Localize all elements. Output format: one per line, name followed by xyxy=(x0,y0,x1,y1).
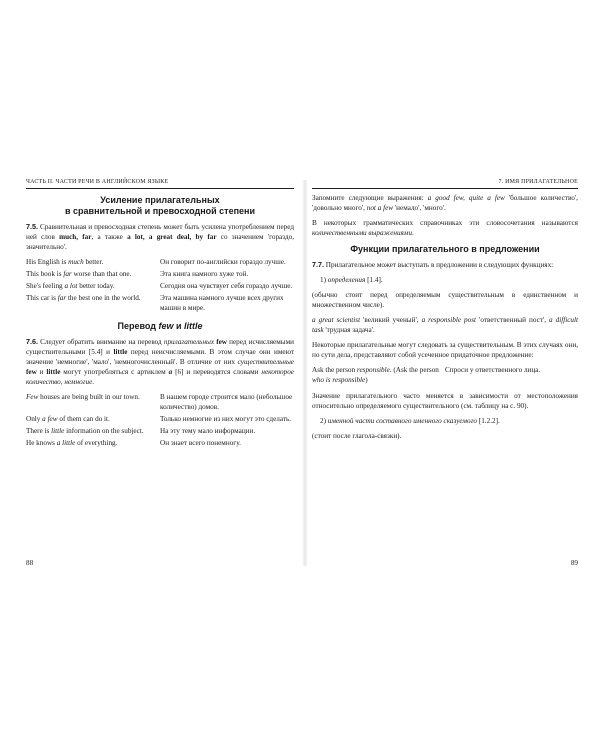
examples-few-little xyxy=(26,392,294,450)
paragraph-7-6: 7.6. Следует обратить внимание на перевод прилагательных few перед исчисляемыми существительными [5.4] и little перед неисчисляемыми. В этом случае они имеют значение 'немногие', 'мало', 'немногочисленный'. В отличие от них существительные few и little могут употребляться с артиклем a [6] и переводятся словами некоторое количество, немногие. xyxy=(26,337,295,386)
example-row: There is little information on the subject. На эту тему мало информации. xyxy=(26,427,256,435)
heading-intensifying-adjectives: Усиление прилагательных в сравнительной и превосходной степени xyxy=(65,195,255,216)
paragraph-postpositive: Некоторые прилагательные могут следовать за существительным. В этих случаях они, по сути дела, представляют собой усеченное придаточное предложение: xyxy=(312,341,578,359)
example-responsible xyxy=(312,365,578,387)
paragraph-meaning-change: Значение прилагательного часто меняется в зависимости от местоположения относительно определяемого существительного (см. таблицу на с. 90). xyxy=(312,392,578,410)
paragraph-quantitative-expressions: В некоторых грамматических справочниках эти словосочетания называются количественными выражениями. xyxy=(312,219,578,237)
left-page xyxy=(26,176,294,568)
examples-intensifiers xyxy=(26,257,294,315)
left-running-head: ЧАСТЬ II. ЧАСТИ РЕЧИ В АНГЛИЙСКОМ ЯЗЫКЕ xyxy=(26,176,294,189)
example-row: She's feeling a lot better today. Сегодня она чувствует себя гораздо лучше. xyxy=(26,282,293,290)
example-row: Ask the person responsible. (Ask the person who is responsible) Спроси у ответственного лица. xyxy=(312,366,541,384)
function-item-2: 2) именной части составного именного сказуемого [1.2.2]. xyxy=(320,417,500,425)
paragraph-7-5: 7.5. Сравнительная и превосходная степень может быть усилена употреблением перед ней слов much, far, а также a lot, a great deal, by far со значением 'гораздо, значительно'. xyxy=(26,222,294,251)
right-running-head: 7. ИМЯ ПРИЛАГАТЕЛЬНОЕ xyxy=(312,176,578,189)
right-page xyxy=(312,176,578,568)
paragraph-7-7: 7.7. Прилагательное может выступать в предложении в следующих функциях: xyxy=(312,260,554,269)
example-row: Few houses are being built in our town. В нашем городе строится мало (небольшое количество) домов. xyxy=(26,393,293,411)
paragraph-attributive-examples: a great scientist 'великий ученый', a responsible post 'ответственный пост', a difficult task 'трудная задача'. xyxy=(312,316,579,334)
example-row: This book is far worse than that one. Эта книга намного хуже той. xyxy=(26,270,249,278)
book-fold xyxy=(302,180,308,566)
example-row: Only a few of them can do it. Только немногие из них могут это сделать. xyxy=(26,415,292,423)
page-number-left: 88 xyxy=(26,559,34,567)
example-row: This car is far the best one in the world. Эта машина намного лучше всех других машин в мире. xyxy=(26,294,284,312)
example-row: His English is much better. Он говорит по-английски гораздо лучше. xyxy=(26,258,286,266)
page-number-right: 89 xyxy=(570,559,578,567)
heading-adjective-functions: Функции прилагательного в предложении xyxy=(350,244,540,254)
paragraph-predicative-note: (стоит после глагола-связки). xyxy=(312,432,402,440)
paragraph-attributive-note: (обычно стоит перед определяемым существительным в единственном и множественном числе). xyxy=(312,291,578,309)
function-item-1: 1) определения [1.4]. xyxy=(320,276,383,284)
paragraph-remember-expressions: Запомните следующие выражения: a good few, quite a few 'большое количество', 'довольно много', not a few 'немало', 'много'. xyxy=(312,194,578,212)
example-row: He knows a little of everything. Он знает всего понемногу. xyxy=(26,439,241,447)
heading-few-little: Перевод few и little xyxy=(117,321,203,331)
